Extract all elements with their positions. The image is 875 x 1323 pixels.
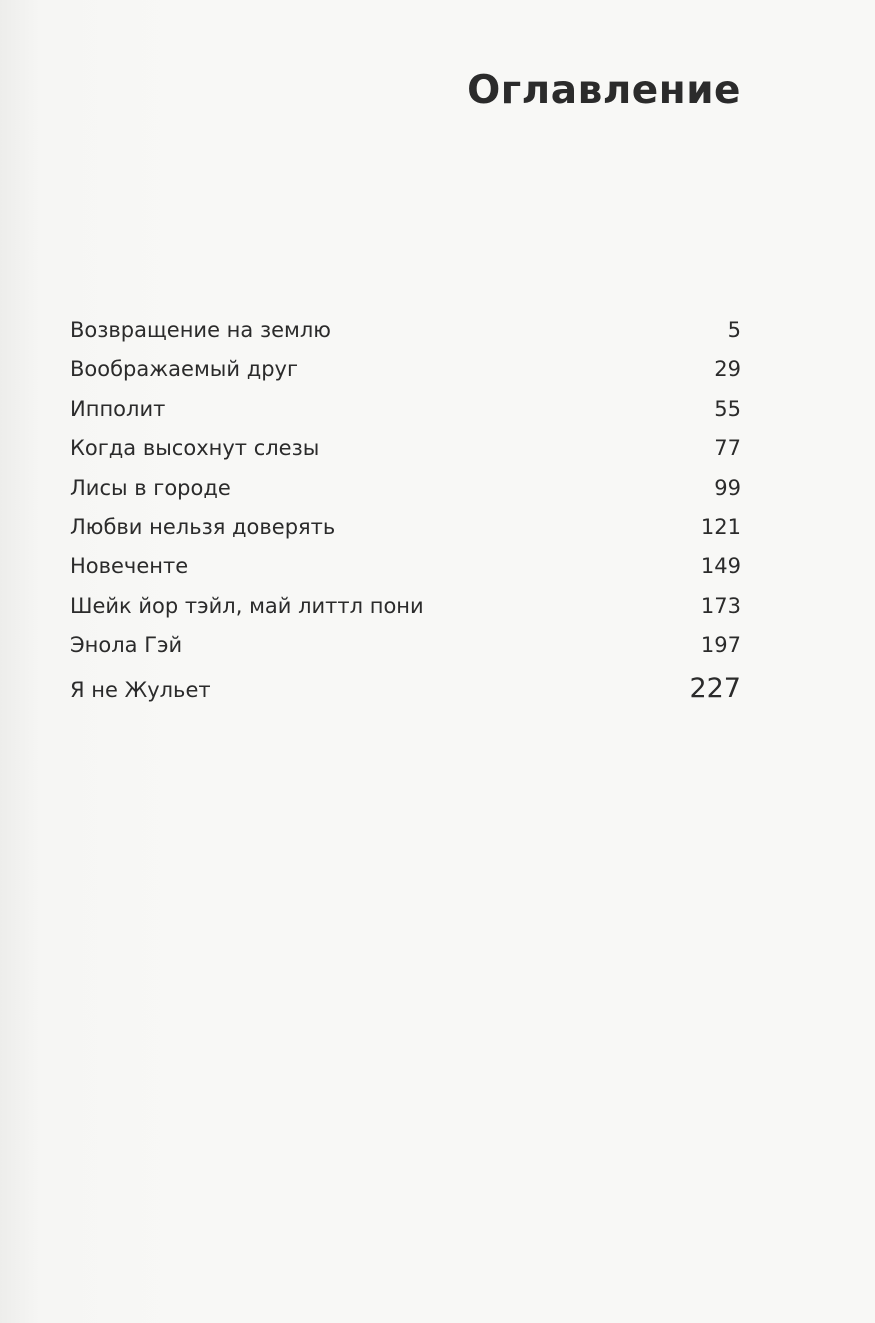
table-of-contents	[70, 318, 741, 712]
toc-entry-title: Когда высохнут слезы	[70, 436, 320, 461]
toc-entry-title: Новеченте	[70, 554, 189, 579]
toc-entry-page: 77	[714, 436, 741, 461]
toc-entry	[70, 633, 741, 672]
toc-entry	[70, 318, 741, 357]
toc-entry	[70, 357, 741, 396]
toc-entry-title: Я не Жульет	[70, 677, 211, 702]
toc-entry-page: 227	[689, 672, 741, 704]
toc-entry	[70, 554, 741, 593]
toc-entry-title: Любви нельзя доверять	[70, 514, 336, 539]
toc-entry	[70, 397, 741, 436]
toc-entry-title: Возвращение на землю	[70, 318, 331, 342]
toc-entry	[70, 476, 741, 515]
toc-entry-title: Воображаемый друг	[70, 357, 299, 382]
page-title: Оглавление	[467, 68, 741, 113]
toc-entry-page: 99	[714, 475, 741, 500]
toc-entry	[70, 594, 741, 633]
toc-entry-page: 197	[700, 633, 741, 658]
toc-entry-title: Лисы в городе	[70, 475, 231, 500]
toc-entry	[70, 436, 741, 475]
toc-entry	[70, 673, 741, 712]
toc-entry-page: 5	[727, 318, 741, 342]
toc-entry-title: Энола Гэй	[70, 633, 183, 658]
toc-entry-page: 121	[700, 514, 741, 539]
toc-entry-page: 149	[700, 554, 741, 579]
toc-entry-title: Ипполит	[70, 396, 166, 421]
toc-entry	[70, 515, 741, 554]
toc-entry-title: Шейк йор тэйл, май литтл пони	[70, 593, 424, 618]
toc-entry-page: 173	[700, 593, 741, 618]
toc-entry-page: 55	[714, 396, 741, 421]
toc-entry-page: 29	[714, 357, 741, 382]
